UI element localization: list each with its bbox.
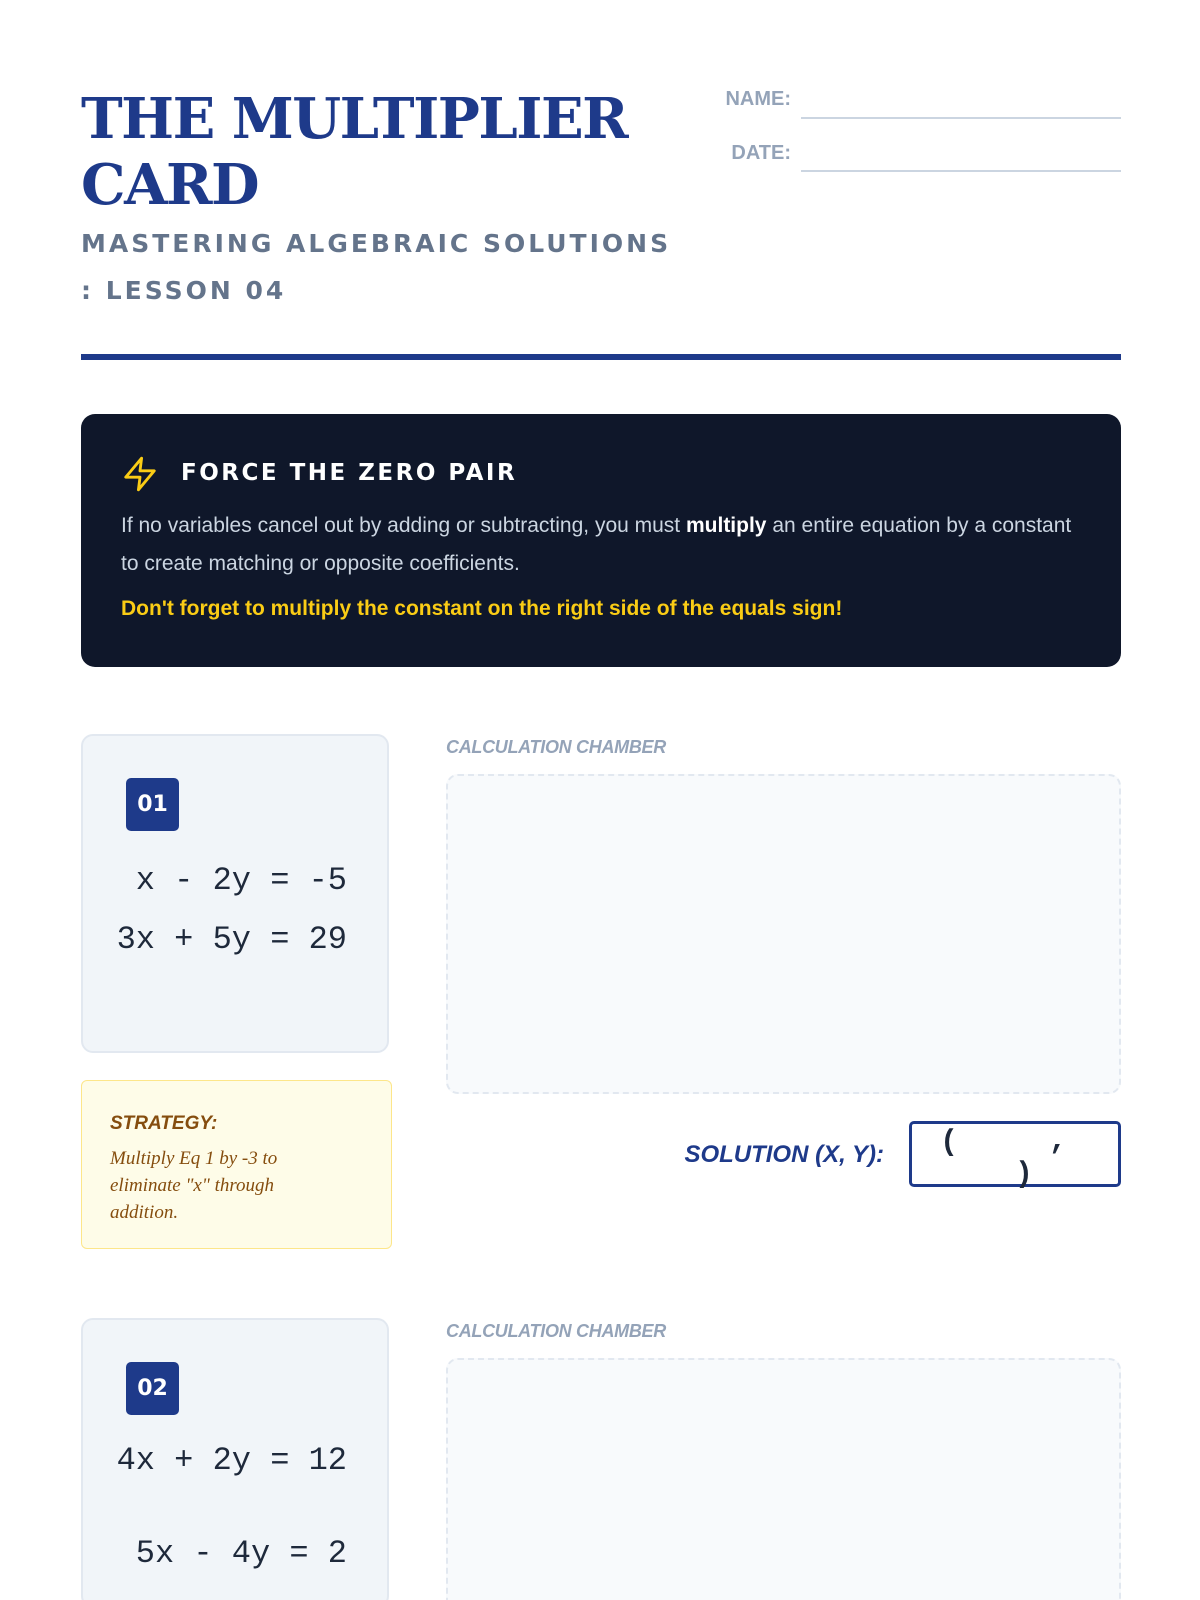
page-title: THE MULTIPLIER CARD	[81, 86, 628, 218]
problem-card	[81, 1318, 389, 1600]
equation-1: 4x + 2y = 12	[116, 1442, 347, 1479]
problem-number-badge: 01	[126, 778, 179, 831]
tip-title: FORCE THE ZERO PAIR	[181, 460, 518, 486]
name-label: NAME:	[725, 88, 791, 110]
strategy-label: STRATEGY:	[110, 1113, 218, 1134]
tip-body-text: If no variables cancel out by adding or subtracting, you must	[121, 514, 686, 537]
calculation-chamber[interactable]	[446, 1358, 1121, 1600]
solution-comma: ,	[1049, 1124, 1068, 1158]
lightning-bolt-icon	[121, 454, 159, 494]
tip-body-text-end: an entire equation by a constant to create matching or opposite coefficients.	[121, 514, 1072, 575]
strategy-note	[81, 1080, 392, 1249]
equation-2: 3x + 5y = 29	[116, 921, 347, 958]
tip-warning: Don't forget to multiply the constant on the right side of the equals sign!	[121, 597, 843, 620]
equation-2: 5x - 4y = 2	[135, 1535, 347, 1572]
calculation-chamber-label: CALCULATION CHAMBER	[446, 1321, 666, 1341]
problem-number-badge: 02	[126, 1362, 179, 1415]
solution-close-paren: )	[1015, 1158, 1034, 1192]
header-divider	[81, 354, 1121, 360]
date-label: DATE:	[731, 142, 791, 164]
strategy-text: Multiply Eq 1 by -3 to eliminate "x" through addition.	[110, 1148, 278, 1223]
solution-input[interactable]	[909, 1121, 1121, 1192]
solution-label: SOLUTION (X, Y):	[684, 1141, 884, 1168]
tip-body-emphasis: multiply	[685, 514, 767, 537]
equation-1: x - 2y = -5	[135, 862, 347, 899]
solution-open-paren: (	[940, 1126, 959, 1160]
tip-body	[121, 507, 1081, 583]
name-field[interactable]	[801, 117, 1121, 119]
calculation-chamber[interactable]	[446, 774, 1121, 1094]
date-field[interactable]	[801, 170, 1121, 172]
calculation-chamber-label: CALCULATION CHAMBER	[446, 737, 666, 757]
problem-card	[81, 734, 389, 1053]
page-subtitle: MASTERING ALGEBRAIC SOLUTIONS : LESSON 04	[81, 229, 672, 305]
tip-box	[81, 414, 1121, 667]
